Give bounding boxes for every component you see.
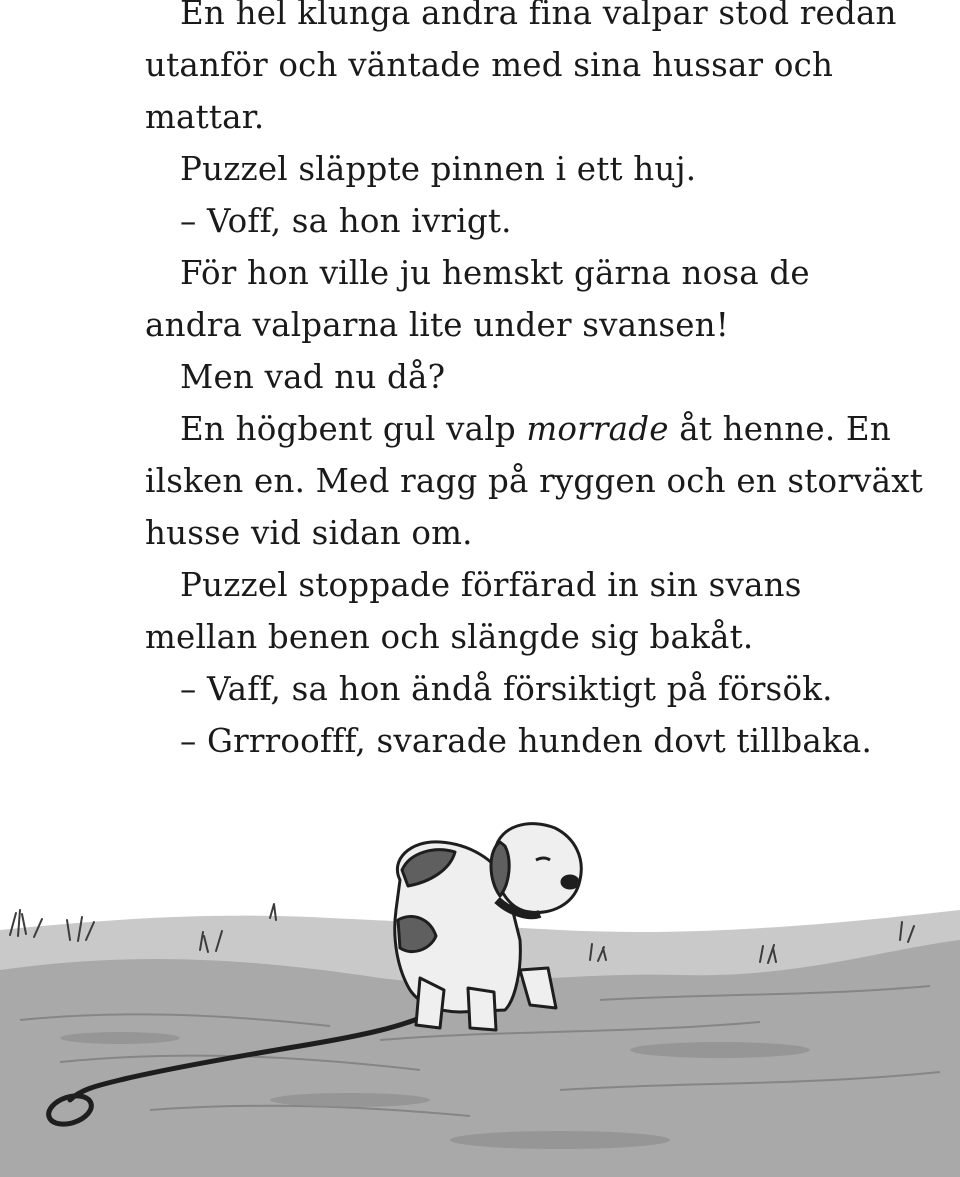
text-line: En hel klunga andra fina valpar stod redan	[180, 0, 897, 32]
text-line: andra valparna lite under svansen!	[145, 306, 730, 344]
dialogue-line: – Grrroofff, svarade hunden dovt tillbaka.	[180, 722, 873, 760]
text-line: Puzzel stoppade förfärad in sin svans	[180, 566, 802, 604]
puppy-leg	[468, 988, 496, 1030]
text-line: mellan benen och slängde sig bakåt.	[145, 618, 754, 656]
dialogue-line: – Voff, sa hon ivrigt.	[180, 202, 512, 240]
text-line: mattar.	[145, 98, 265, 136]
text-line: husse vid sidan om.	[145, 514, 473, 552]
puppy-ear	[491, 842, 509, 896]
puppy	[395, 824, 582, 1030]
text-line: utanför och väntade med sina hussar och	[145, 46, 834, 84]
text-line-with-emphasis	[180, 410, 891, 448]
text-segment: En högbent gul valp	[180, 410, 527, 448]
text-line: För hon ville ju hemskt gärna nosa de	[180, 254, 810, 292]
text-segment: åt henne. En	[668, 410, 891, 448]
text-line: Men vad nu då?	[180, 358, 446, 396]
puppy-nose	[562, 876, 578, 888]
text-line: ilsken en. Med ragg på ryggen och en storväxt	[145, 462, 923, 500]
puppy-illustration	[0, 800, 960, 1177]
emphasized-word: morrade	[526, 410, 669, 448]
text-line: Puzzel släppte pinnen i ett huj.	[180, 150, 697, 188]
dialogue-line: – Vaff, sa hon ändå försiktigt på försök.	[180, 670, 833, 708]
